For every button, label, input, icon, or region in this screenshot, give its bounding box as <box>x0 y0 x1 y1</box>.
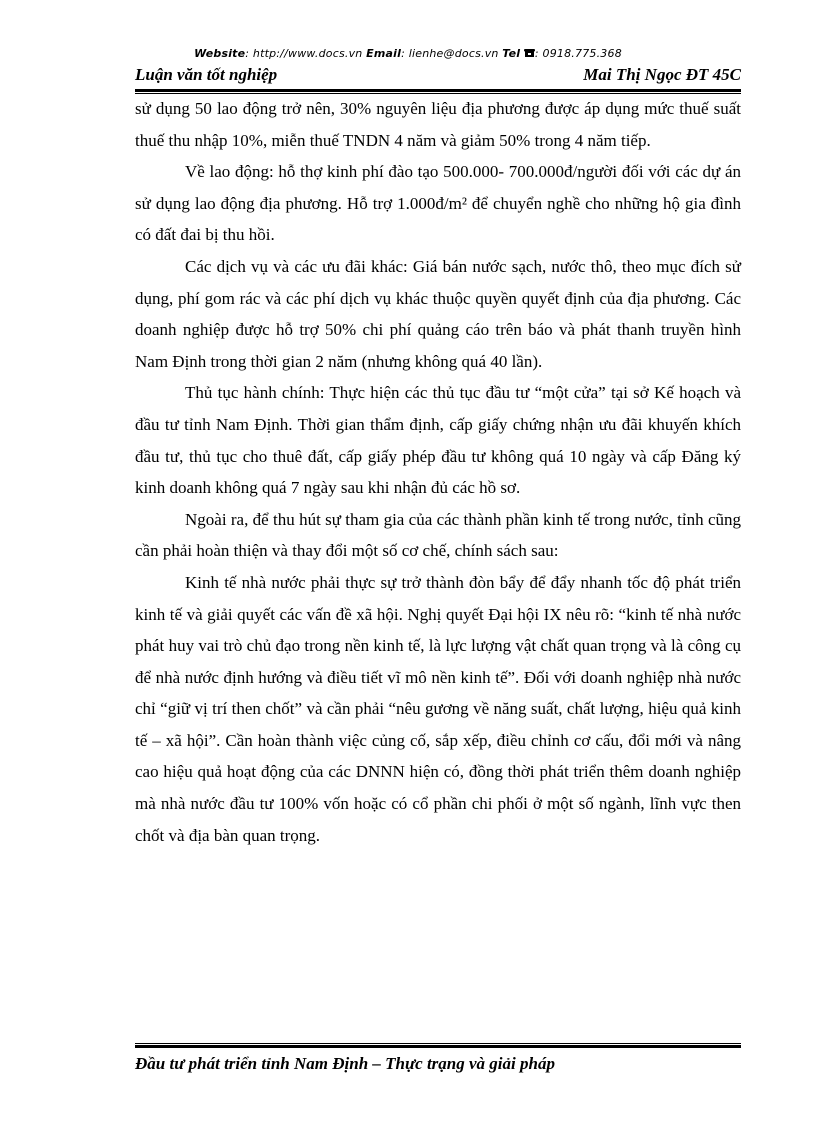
paragraph-admin-procedures: Thủ tục hành chính: Thực hiện các thủ tục đầu tư “một cửa” tại sở Kế hoạch và đầu tư tỉnh Nam Định. Thời gian thẩm định, cấp giấy chứng nhận ưu đãi khuyến khích đầu tư, thủ tục cho thuê đất, cấp giấy phép đầu tư không quá 10 ngày và cấp Đăng ký kinh doanh không quá 7 ngày sau khi nhận đủ các hồ sơ. <box>135 383 741 498</box>
website-contact-line <box>0 47 816 60</box>
paragraph-state-economy: Kinh tế nhà nước phải thực sự trở thành đòn bẩy để đẩy nhanh tốc độ phát triển kinh tế và giải quyết các vấn đề xã hội. Nghị quyết Đại hội IX nêu rõ: “kinh tế nhà nước phát huy vai trò chủ đạo trong nền kinh tế, là lực lượng vật chất quan trọng và là công cụ để nhà nước định hướng và điều tiết vĩ mô nền kinh tế”. Đối với doanh nghiệp nhà nước chỉ “giữ vị trí then chốt” và cần phải “nêu gương về năng suất, chất lượng, hiệu quả kinh tế – xã hội”. Cần hoàn thành việc củng cố, sắp xếp, điều chỉnh cơ cấu, đổi mới và nâng cao hiệu quả hoạt động của các DNNN hiện có, đồng thời phát triển thêm doanh nghiệp mà nhà nước đầu tư 100% vốn hoặc có cổ phần chi phối ở một số ngành, lĩnh vực then chốt và địa bàn quan trọng. <box>135 572 741 845</box>
paragraph-domestic-sectors: Ngoài ra, để thu hút sự tham gia của các thành phần kinh tế trong nước, tỉnh cũng cần phải hoàn thiện và thay đổi một số cơ chế, chính sách sau: <box>135 509 741 561</box>
website-label: Website <box>194 47 246 60</box>
page-header <box>135 65 741 87</box>
body-text <box>135 93 741 851</box>
paragraph-tax-continuation: sử dụng 50 lao động trở nên, 30% nguyên liệu địa phương được áp dụng mức thuế suất thuế thu nhập 10%, miễn thuế TNDN 4 năm và giảm 50% trong 4 năm tiếp. <box>135 99 741 150</box>
paragraph-labor: Về lao động: hỗ thợ kinh phí đào tạo 500.000- 700.000đ/người đối với các dự án sử dụng lao động địa phương. Hỗ trợ 1.000đ/m² để chuyển nghề cho những hộ gia đình có đất đai bị thu hồi. <box>135 162 741 245</box>
paragraph-services: Các dịch vụ và các ưu đãi khác: Giá bán nước sạch, nước thô, theo mục đích sử dụng, phí gom rác và các phí dịch vụ khác thuộc quyền quyết định của địa phương. Các doanh nghiệp được hỗ trợ 50% chi phí quảng cáo trên báo và phát thanh truyền hình Nam Định trong thời gian 2 năm (nhưng không quá 40 lần). <box>135 256 741 371</box>
header-author: Mai Thị Ngọc ĐT 45C <box>583 65 741 84</box>
website-url: : http://www.docs.vn <box>245 47 363 60</box>
header-thesis-title: Luận văn tốt nghiệp <box>135 65 278 84</box>
email-address: : lienhe@docs.vn <box>401 47 499 60</box>
phone-icon <box>524 48 535 58</box>
email-label: Email <box>366 47 402 60</box>
tel-number: : 0918.775.368 <box>534 47 622 60</box>
tel-label: Tel <box>502 47 521 60</box>
page-footer: Đầu tư phát triển tỉnh Nam Định – Thực trạng và giải pháp <box>135 1054 555 1073</box>
footer-divider <box>135 1043 741 1048</box>
